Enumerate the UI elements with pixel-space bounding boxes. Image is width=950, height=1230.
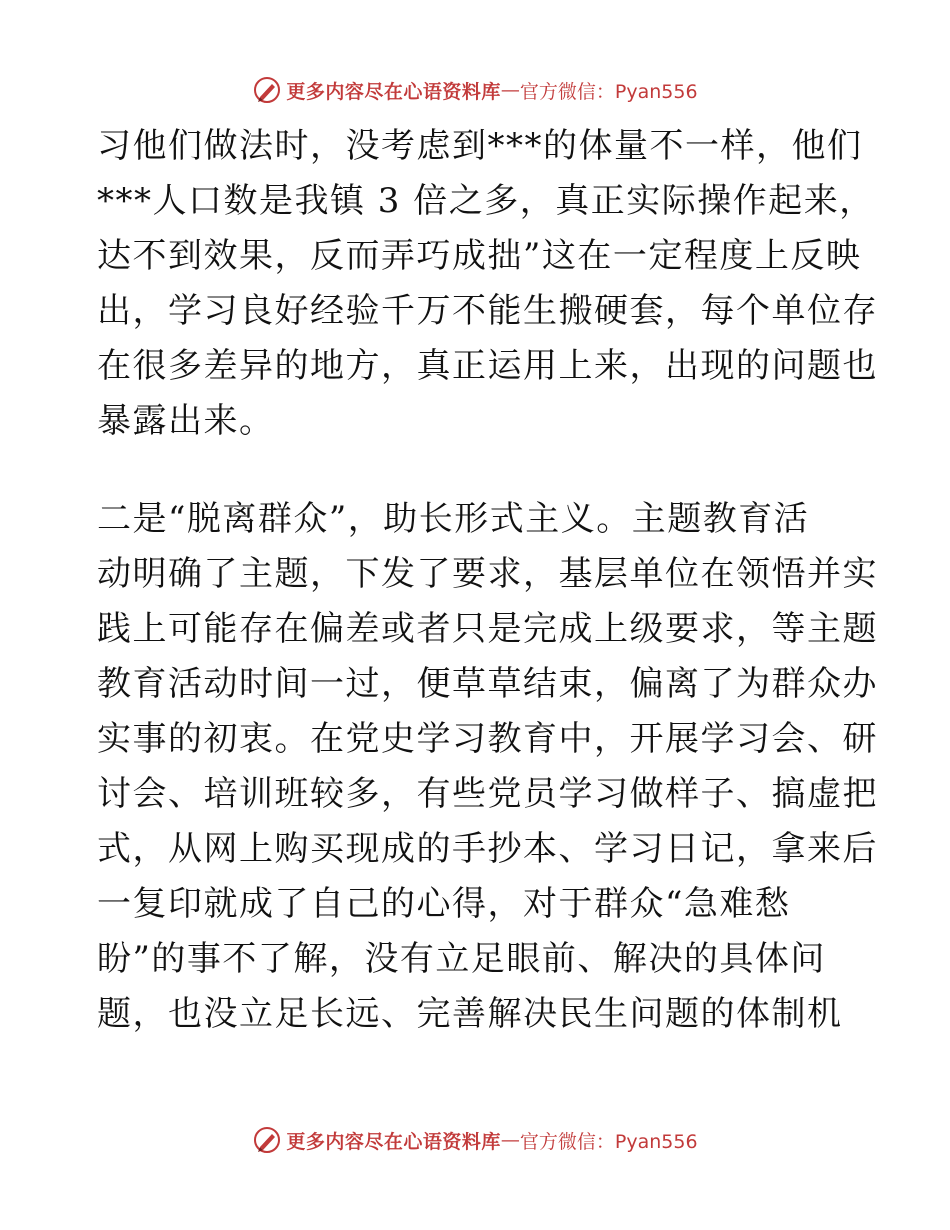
paragraph-gap: [97, 449, 857, 492]
header-wechat-text: 官方微信：Pyan556: [519, 80, 698, 103]
pen-logo-icon: [252, 75, 282, 105]
header-promo-text: 更多内容尽在心语资料库: [286, 80, 501, 103]
text-line: 式，从网上购买现成的手抄本、学习日记，拿来后: [97, 829, 878, 869]
text-line: 讨会、培训班较多，有些党员学习做样子、搞虚把: [97, 774, 878, 814]
header-separator: —: [500, 79, 520, 101]
text-line: 习他们做法时，没考虑到***的体量不一样，他们: [97, 126, 863, 166]
paragraph-1: [97, 119, 878, 449]
text-line: 教育活动时间一过，便草草结束，偏离了为群众办: [97, 664, 878, 704]
header-banner: [0, 70, 950, 110]
footer-wechat-text: 官方微信：Pyan556: [519, 1130, 698, 1153]
text-line: 盼”的事不了解，没有立足眼前、解决的具体问: [97, 939, 826, 979]
footer-banner: [0, 1120, 950, 1160]
text-line: 达不到效果，反而弄巧成拙”这在一定程度上反映: [97, 236, 862, 276]
text-line: 二是“脱离群众”，助长形式主义。主题教育活: [97, 499, 810, 539]
text-line: 题，也没立足长远、完善解决民生问题的体制机: [97, 994, 843, 1034]
text-line: ***人口数是我镇 3 倍之多，真正实际操作起来，: [97, 181, 875, 221]
paragraph-2: [97, 492, 878, 1042]
text-line: 在很多差异的地方，真正运用上来，出现的问题也: [97, 346, 878, 386]
text-line: 动明确了主题，下发了要求，基层单位在领悟并实: [97, 554, 878, 594]
document-body: [97, 119, 878, 1042]
text-line: 一复印就成了自己的心得，对于群众“急难愁: [97, 884, 791, 924]
text-line: 践上可能存在偏差或者只是完成上级要求，等主题: [97, 609, 878, 649]
pen-logo-icon: [252, 1125, 282, 1155]
text-line: 暴露出来。: [97, 401, 275, 441]
text-line: 实事的初衷。在党史学习教育中，开展学习会、研: [97, 719, 878, 759]
footer-promo-text: 更多内容尽在心语资料库: [286, 1130, 501, 1153]
text-line: 出，学习良好经验千万不能生搬硬套，每个单位存: [97, 291, 878, 331]
footer-separator: —: [500, 1129, 520, 1151]
